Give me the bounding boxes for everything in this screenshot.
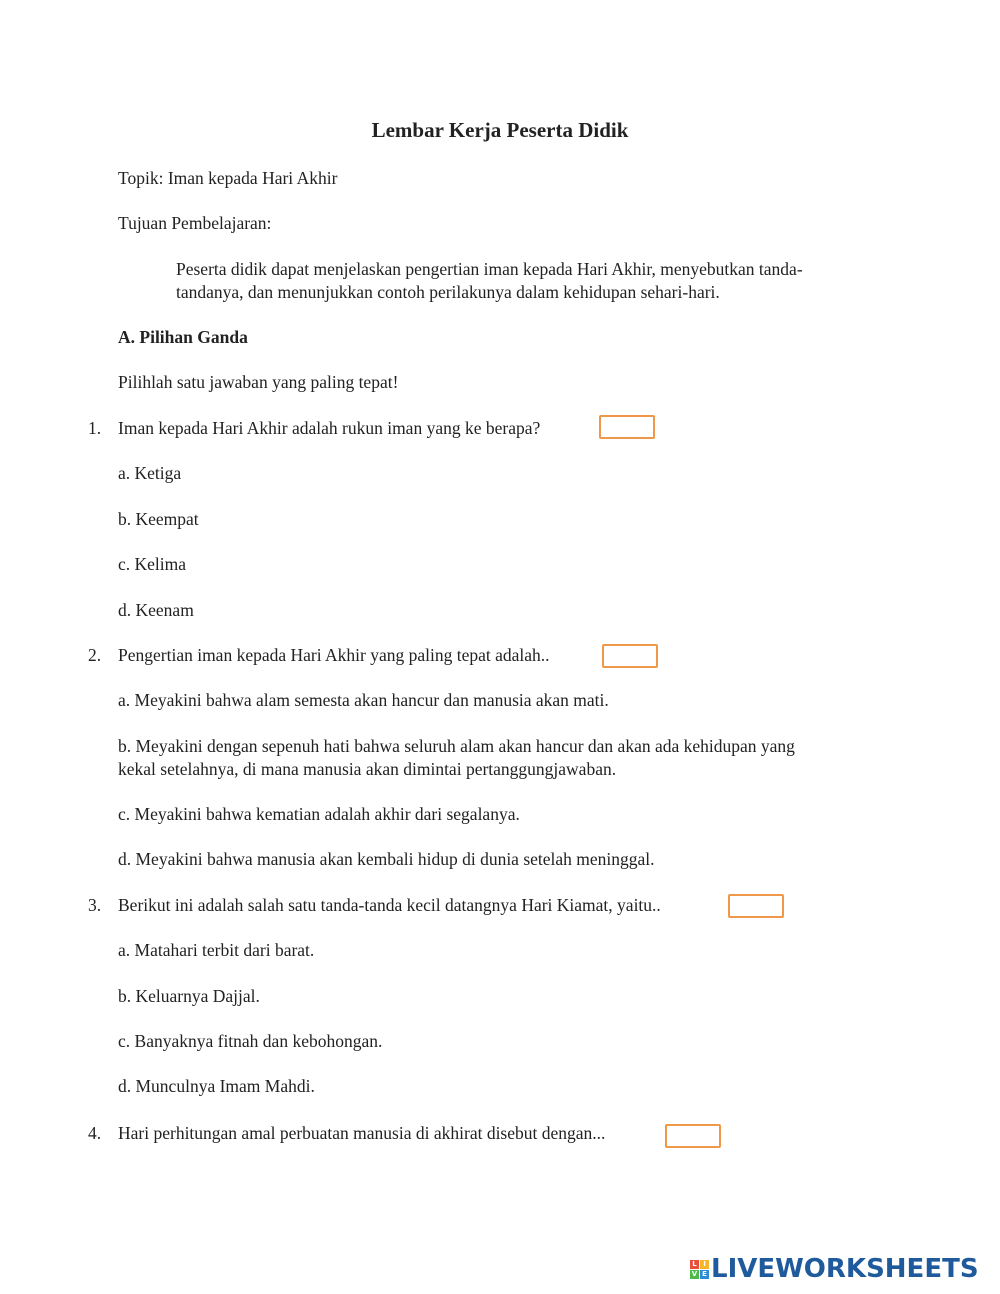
instruction-text: Pilihlah satu jawaban yang paling tepat! xyxy=(118,372,399,392)
question-1-option-b: b. Keempat xyxy=(118,509,199,529)
question-2-number: 2. xyxy=(88,645,102,665)
objective-text-line-1: Peserta didik dapat menjelaskan pengertian iman kepada Hari Akhir, menyebutkan tanda- xyxy=(176,259,803,279)
question-1-option-d: d. Keenam xyxy=(118,600,194,620)
question-2-answer-field[interactable] xyxy=(602,644,658,668)
worksheet-title: Lembar Kerja Peserta Didik xyxy=(371,118,629,142)
question-1-answer-field[interactable] xyxy=(599,415,655,439)
logo-letter-i: I xyxy=(700,1260,709,1269)
topic-line: Topik: Iman kepada Hari Akhir xyxy=(118,168,338,188)
question-4-answer-field[interactable] xyxy=(665,1124,721,1148)
logo-letter-e: E xyxy=(700,1270,709,1279)
liveworksheets-logo-text: LIVEWORKSHEETS xyxy=(711,1254,979,1284)
question-2-option-d: d. Meyakini bahwa manusia akan kembali hidup di dunia setelah meninggal. xyxy=(118,849,655,869)
question-2-option-a: a. Meyakini bahwa alam semesta akan hancur dan manusia akan mati. xyxy=(118,690,609,710)
question-2-text: Pengertian iman kepada Hari Akhir yang paling tepat adalah.. xyxy=(118,645,550,665)
question-3-option-a: a. Matahari terbit dari barat. xyxy=(118,940,315,960)
liveworksheets-logo-icon xyxy=(690,1260,709,1279)
objective-text-line-2: tandanya, dan menunjukkan contoh perilakunya dalam kehidupan sehari-hari. xyxy=(176,282,720,302)
question-2-option-c: c. Meyakini bahwa kematian adalah akhir dari segalanya. xyxy=(118,804,520,824)
question-1-text: Iman kepada Hari Akhir adalah rukun iman yang ke berapa? xyxy=(118,418,541,438)
logo-letter-v: V xyxy=(691,1269,698,1278)
question-2-option-b-line-1: b. Meyakini dengan sepenuh hati bahwa seluruh alam akan hancur dan akan ada kehidupan yang xyxy=(118,736,795,756)
question-3-text: Berikut ini adalah salah satu tanda-tanda kecil datangnya Hari Kiamat, yaitu.. xyxy=(118,895,661,915)
question-1-number: 1. xyxy=(88,418,102,438)
question-3-answer-field[interactable] xyxy=(728,894,784,918)
question-3-number: 3. xyxy=(88,895,102,915)
question-4-text: Hari perhitungan amal perbuatan manusia di akhirat disebut dengan... xyxy=(118,1123,606,1143)
objective-heading: Tujuan Pembelajaran: xyxy=(118,213,272,233)
question-3-option-d: d. Munculnya Imam Mahdi. xyxy=(118,1076,315,1096)
liveworksheets-logo xyxy=(690,1254,979,1284)
section-heading: A. Pilihan Ganda xyxy=(118,327,248,347)
question-3-option-c: c. Banyaknya fitnah dan kebohongan. xyxy=(118,1031,383,1051)
question-1-option-c: c. Kelima xyxy=(118,554,187,574)
question-4-number: 4. xyxy=(88,1123,102,1143)
question-2-option-b-line-2: kekal setelahnya, di mana manusia akan dimintai pertanggungjawaban. xyxy=(118,759,617,779)
logo-letter-l: L xyxy=(690,1260,699,1269)
question-1-option-a: a. Ketiga xyxy=(118,463,182,483)
question-3-option-b: b. Keluarnya Dajjal. xyxy=(118,986,260,1006)
